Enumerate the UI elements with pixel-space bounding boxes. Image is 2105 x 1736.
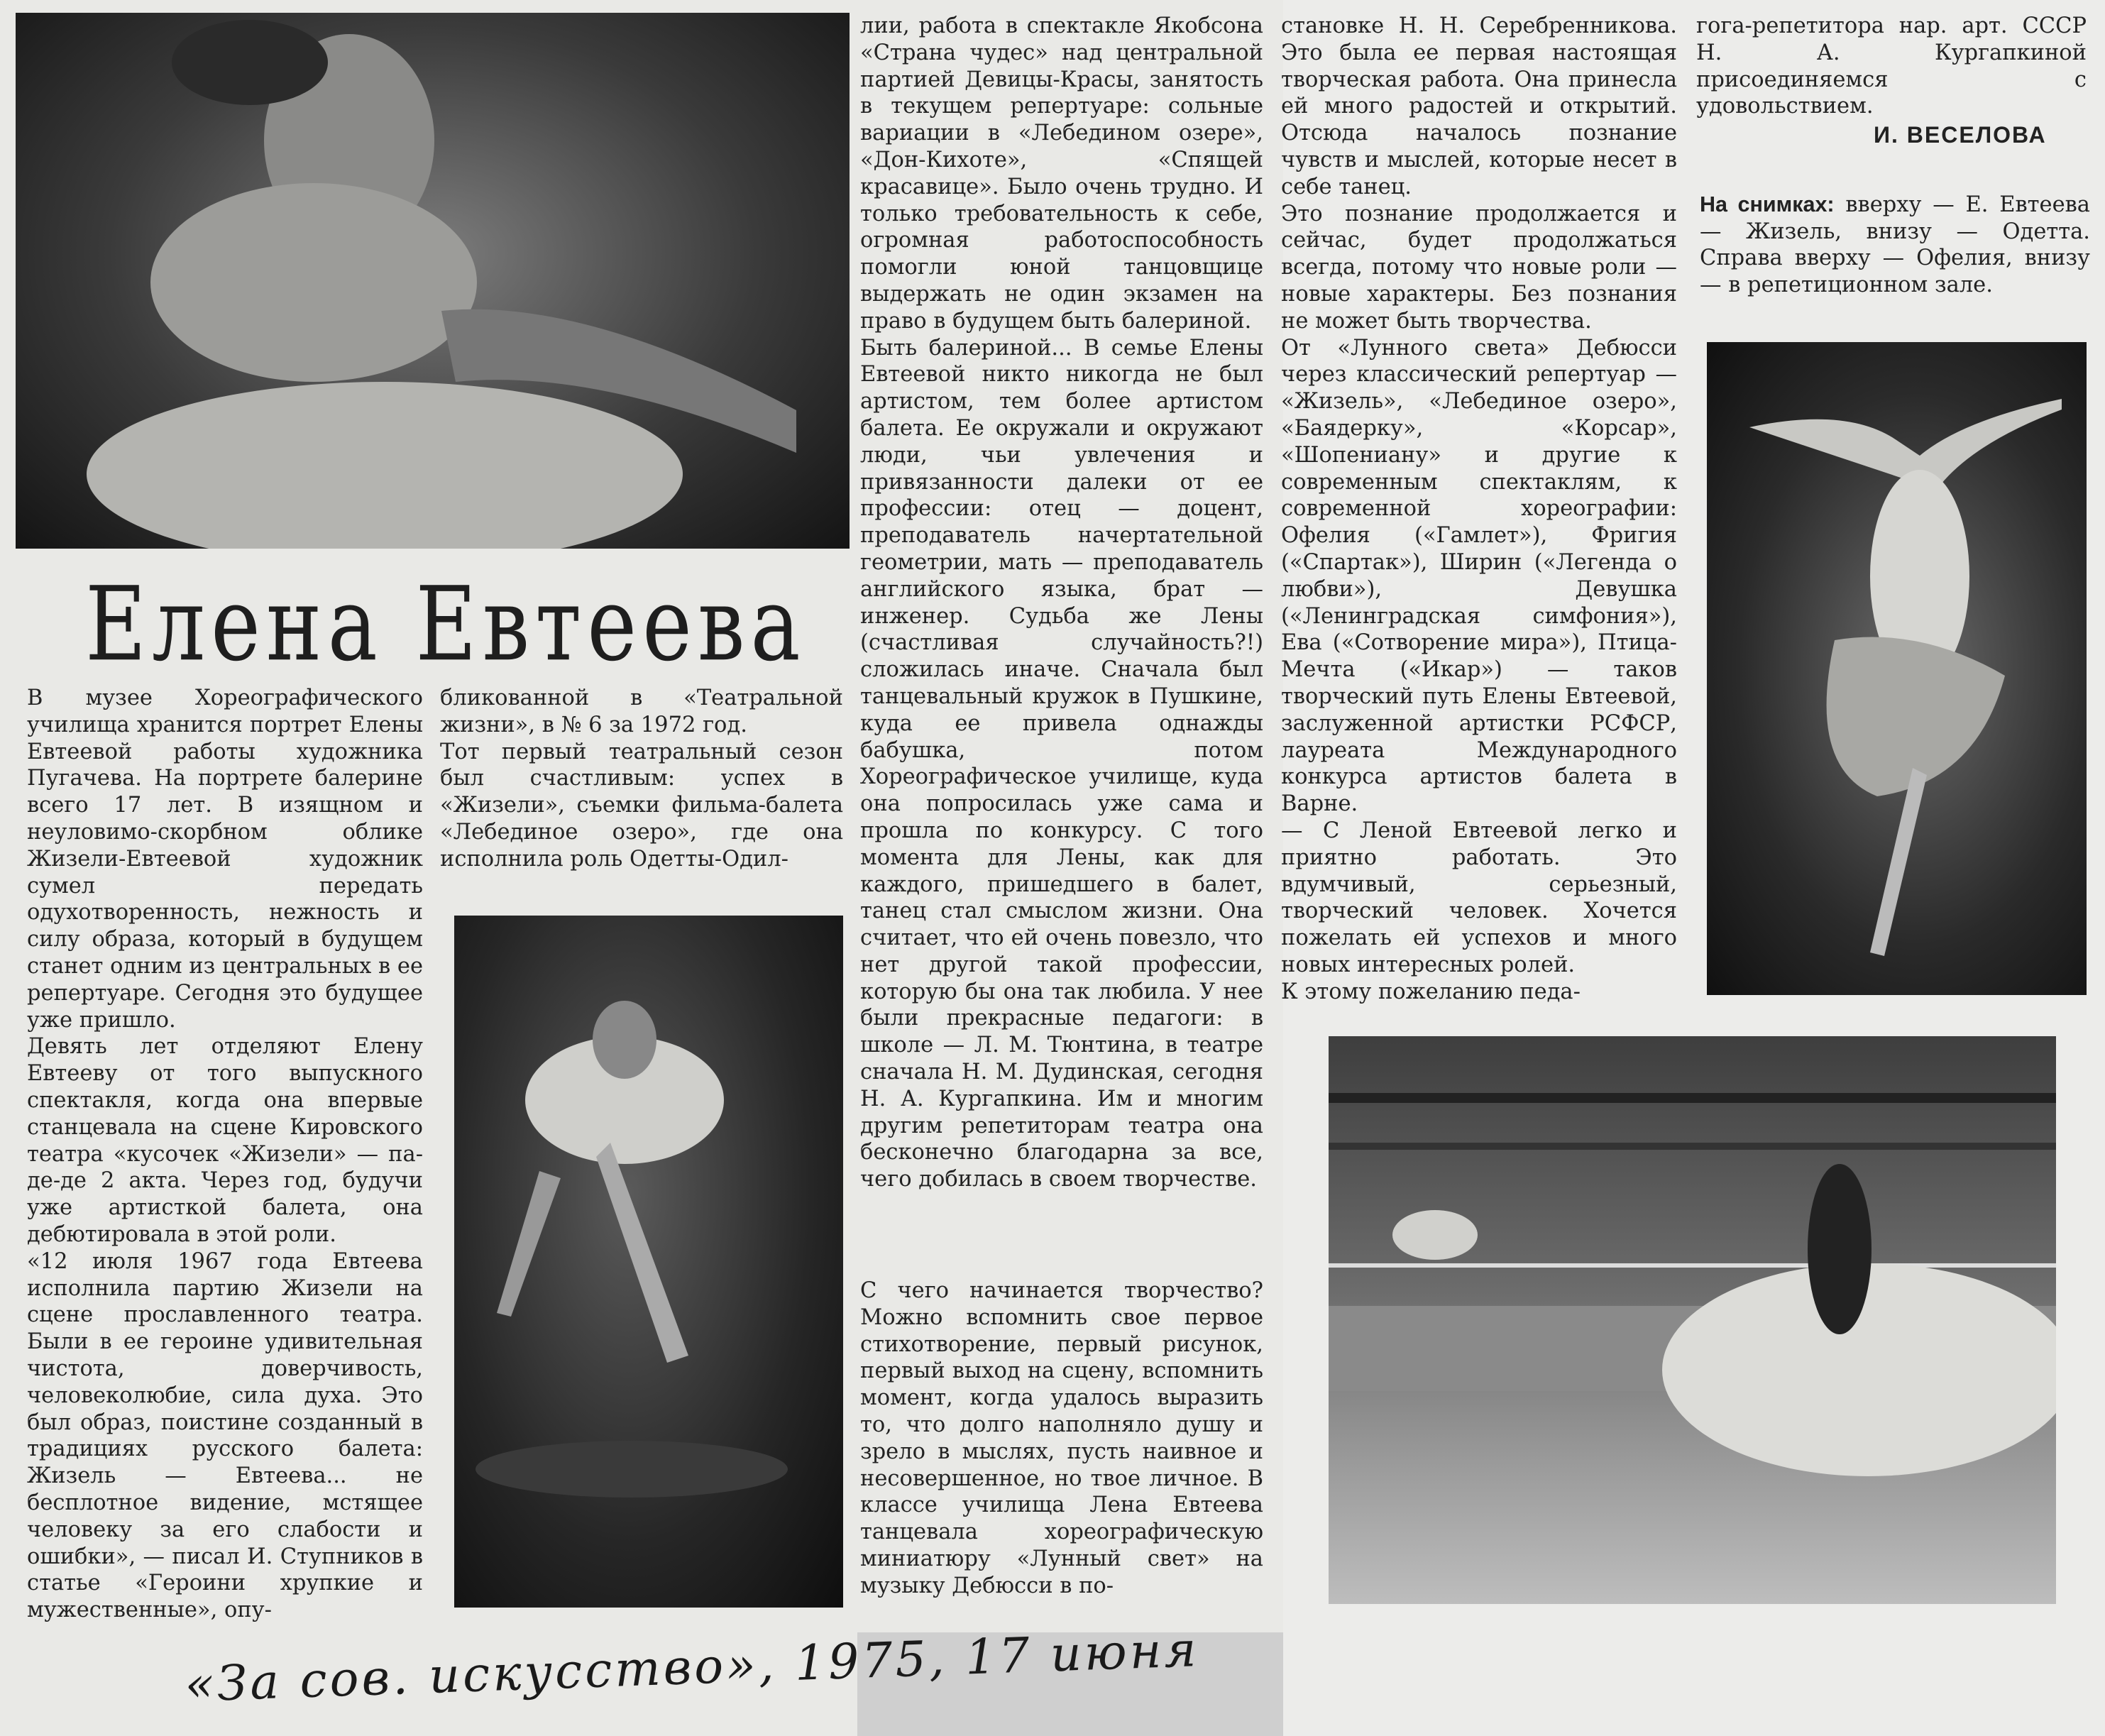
caption-label: На снимках: xyxy=(1700,192,1835,216)
article-title: Елена Евтеева xyxy=(85,564,806,684)
article-column-5: гога-репетитора нар. арт. СССР Н. А. Кургапкиной присоединяемся с удовольствием. xyxy=(1696,13,2087,119)
article-column-3b: С чего начинается творчество? Можно вспомнить свое первое стихотворение, первый рисунок, первый выход на сцену, вспомнить момент, когда удалось выразить то, что долго наполняло душу и зрело в мыслях, пусть наивное и несовершенное, но твое личное. В классе училища Лена Евтеева танцевала хореографическую миниатюру «Лунный свет» на музыку Дебюсси в по- xyxy=(860,1278,1263,1598)
article-column-2: бликованной в «Театральной жизни», в № 6 за 1972 год. Тот первый театральный сезон был счастливым: успех в «Жизели», съемки фильма-балета «Лебединое озеро», где она исполнила роль Одетты-Одил- xyxy=(440,686,843,872)
handwritten-source-note: «За сов. искусство», 1975, 17 июня xyxy=(184,1622,1200,1713)
article-column-1: В музее Хореографического училища хранится портрет Елены Евтеевой работы художника Пугачева. На портрете балерине всего 17 лет. В изящном и неуловимо-скорбном облике Жизели-Евтеевой художник сумел передать одухотворенность, нежность и силу образа, который в будущем станет одним из центральных в ее репертуаре. Сегодня это будущее уже пришло. Девять лет отделяют Елену Евтееву от того выпускного спектакля, когда она впервые станцевала на сцене Кировского театра «кусочек «Жизели» — па-де-де 2 акта. Через год, будучи уже артисткой балета, она дебютировала в этой роли. «12 июля 1967 года Евтеева исполнила партию Жизели на сцене прославленного театра. Были в ее героине удивительная чистота, доверчивость, человеколюбие, сила духа. Это был образ, поистине созданный в традициях русского балета: Жизель — Евтеева... не бесплотное видение, мстящее человеку за его слабости и ошибки», — писал И. Ступников в статье «Героини хрупкие и мужественные», опу- xyxy=(27,686,423,1623)
author-byline: И. ВЕСЕЛОВА xyxy=(1874,122,2047,148)
photo-giselle xyxy=(16,13,850,549)
caption-text: вверху — Е. Евтеева — Жизель, внизу — Одетта. Справа вверху — Офелия, внизу — в репетиционном зале. xyxy=(1700,192,2090,298)
article-column-4: становке Н. Н. Серебренникова. Это была ее первая настоящая творческая работа. Она принесла ей много радостей и открытий. Отсюда началось познание чувств и мыслей, которые несет в себе танец. Это познание продолжается и сейчас, будет продолжаться всегда, потому что новые роли — новые характеры. Без познания не может быть творчества. От «Лунного света» Дебюсси через классический репертуар — «Жизель», «Лебединое озеро», «Баядерку», «Корсар», «Шопениану» и другие к современным спектаклям, к современной хореографии: Офелия («Гамлет»), Фригия («Спартак»), Ширин («Легенда о любви»), Девушка («Ленинградская симфония»), Ева («Сотворение мира»), Птица-Мечта («Икар») — таков творческий путь Елены Евтеевой, заслуженной артистки РСФСР, лауреата Международного конкурса артистов балета в Варне. — С Леной Евтеевой легко и приятно работать. Это вдумчивый, серьезный, творческий человек. Хочется пожелать ей успехов и много новых интересных ролей. К этому пожеланию педа- xyxy=(1281,13,1677,1004)
photo-odette xyxy=(454,916,843,1608)
photo-rehearsal-hall xyxy=(1329,1036,2056,1604)
photo-caption xyxy=(1700,165,2090,307)
photo-ophelia xyxy=(1707,342,2087,995)
article-column-3a: лии, работа в спектакле Якобсона «Страна чудес» над центральной партией Девицы-Красы, занятость в текущем репертуаре: сольные вариации в «Лебедином озере», «Дон-Кихоте», «Спящей красавице». Было очень трудно. И только требовательность к себе, огромная работоспособность помогли юной танцовщице выдержать не один экзамен на право в будущем быть балериной. Быть балериной... В семье Елены Евтеевой никто никогда не был артистом, тем более артистом балета. Ее окружали и окружают люди, чьи увлечения и привязанности далеки от ее профессии: отец — доцент, преподаватель начертательной геометрии, мать — преподаватель английского языка, брат — инженер. Судьба же Лены (счастливая случайность?!) сложилась иначе. Сначала был танцевальный кружок в Пушкине, куда ее привела однажды бабушка, потом Хореографическое училище, куда она попросилась уже сама и прошла по конкурсу. С того момента для Лены, как для каждого, пришедшего в балет, танец стал смыслом жизни. Она считает, что ей очень повезло, что нет другой такой профессии, которую бы она так любила. У нее были прекрасные педагоги: в школе — Л. М. Тюнтина, в театре сначала Н. М. Дудинская, сегодня Н. А. Кургапкина. Им и многим другим репетиторам театра она бесконечно благодарна за все, чего добилась в своем творчестве. xyxy=(860,13,1263,1192)
